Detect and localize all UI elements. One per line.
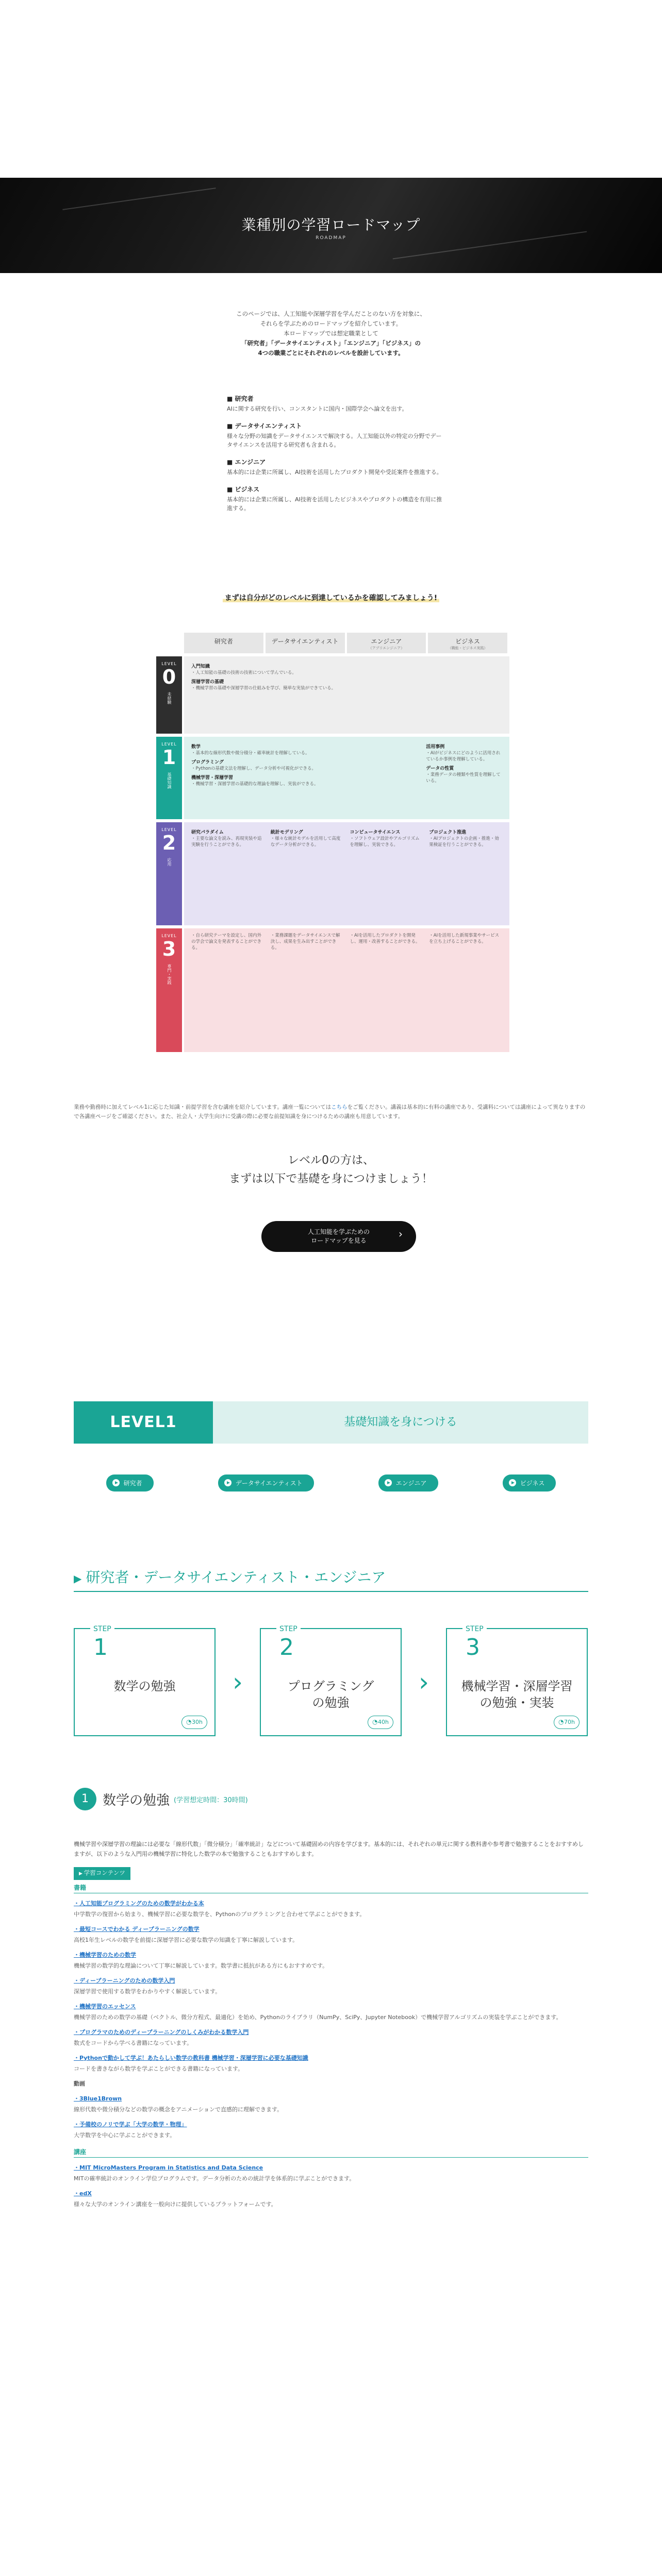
hero-banner [0,178,662,273]
math-intro: 機械学習や深層学習の理論には必要な「線形代数」「微分積分」「確率統計」などについて基礎固めの内容を学びます。基本的には、それぞれの単元に関する教科書や参考書で勉強することをおすすめしますが、以下のような入門用の機械学習に特化した数学の本で勉強することもおすすめします。 [74,1841,584,1857]
profile-desc: AIに関する研究を行い、コンスタントに国内・国際学会へ論文を出す。 [227,405,408,412]
profile-researcher [227,394,443,413]
page-subtitle: ROADMAP [316,235,346,241]
books-label: 書籍 [74,1883,588,1893]
profile-title: ■ エンジニア [227,457,443,466]
section-heading: ▶ 研究者・データサイエンティスト・エンジニア [74,1566,588,1592]
profile-title: ■ データサイエンティスト [227,421,443,430]
chevron-right-icon: › [233,1667,243,1697]
profile-data-scientist [227,421,443,449]
col-header-researcher: 研究者 [184,633,263,653]
profile-title: ■ ビジネス [227,485,443,494]
level1-banner [74,1401,588,1444]
profile-title: ■ 研究者 [227,394,443,403]
col-header-data-scientist: データサイエンティスト [266,633,345,653]
level-row-body: 研究パラダイム ・主要な論文を読み、再現実装や追実験を行うことができる。 統計モデリング ・様々な統計モデルを活用して高度なデータ分析ができる。 コンピュータサイエンス ・ソフトウェア設計やアルゴリズムを理解し、実装できる。 プロジェクト推進 ・AIプロジェクトの企画・推進・効果検証を行うことができる。 [184,822,509,925]
profile-desc: 様々な分野の知識をデータサイエンスで解決する。人工知能以外の特定の分野でデータサイエンスを活用する研究者も含まれる。 [227,433,442,448]
video-link[interactable]: ・ 予備校のノリで学ぶ「大学の数学・物理」 [74,2120,588,2129]
course-note: 業務や勤務時に加えてレベル1に応じた知識・前提学習を含む講座を紹介しています。講座一覧についてはこちらをご覧ください。講義は基本的に有料の講座であり、受講料については講座によって異なりますので各講座ページをご確認ください。また、社会人・大学生向けに受講の際に必要な前提知識を身につけるための講座も用意しています。 [74,1104,586,1120]
level-check-text: まずは自分がどのレベルに到達しているかを確認してみましょう! [223,594,439,602]
step-flow [74,1625,588,1736]
level-table-header [184,633,509,653]
role-definitions [227,394,443,521]
course-link[interactable]: ・ edX [74,2189,588,2198]
book-link[interactable]: ・ 機械学習のための数学 [74,1950,588,1960]
col-header-engineer: エンジニア （アプリエンジニア） [347,633,426,653]
level-row-2 [156,822,509,925]
profile-desc: 基本的には企業に所属し、AI技術を活用したプロダクト開発や受託案件を推進する。 [227,469,442,476]
math-heading: 1 数学の勉強 (学習想定時間：30時間) [74,1788,588,1810]
intro-line: 本ロードマップでは想定職業として [284,330,378,337]
intro-levels: 4つの職業ごとにそれぞれのレベルを設計しています。 [258,349,404,357]
clock-icon: ◔ 70h [554,1716,580,1729]
profile-business [227,485,443,513]
book-link[interactable]: ・ ディープラーニングのための数学入門 [74,1976,588,1986]
anchor-researcher[interactable]: 研究者 [106,1475,154,1492]
videos-label: 動画 [74,2080,85,2087]
level-row-0 [156,656,509,734]
level-row-body: 入門知識 ・人工知能の基礎の技術の技術について学んでいる。 深層学習の基礎 ・機械学習の基礎や深層学習の仕組みを学び、簡単な実装ができている。 [184,656,509,734]
level-badge: LEVEL 3 専門・実践 [156,928,182,1052]
clock-icon: ◔ 40h [368,1716,393,1729]
book-link[interactable]: ・ 人工知能プログラミングのための数学がわかる本 [74,1899,588,1908]
math-body: 機械学習や深層学習の理論には必要な「線形代数」「微分積分」「確率統計」などについて基礎固めの内容を学びます。基本的には、それぞれの単元に関する教科書や参考書で勉強することをおすすめしますが、以下のような入門用の機械学習に特化した数学の本で勉強することもおすすめします。 ▶ 学習コンテンツ 書籍 ・ 人工知能プログラミングのための数学がわかる本 中学数学の復習から始まり、機械学習に必要な数学を、Pythonのプログラミングと合わせて学ぶことができます。 ・ 最短コースでわかる ディープラーニングの数学 高校1年生レベルの数学を前提に深層学習に必要な数学の知識を丁寧に解説しています。 ・ 機械学習のための数学 機械学習の数学的な理論について丁寧に解説しています。数学書に抵抗がある方にもおすすめです。 ・ ディープラーニングのための数学入門 深層学習で使用する数学をわかりやすく解説しています。 ・ 機械学習のエッセンス 機械学習のための数学の基礎（ベクトル、微分方程式、最適化）を始め、Pythonのライブラリ（NumPy、SciPy、Jupyter Notebook）で機械学習アルゴリズムの実装を学ぶことができます。 ・ プログラマのためのディープラーニングのしくみがわかる数学入門 数式をコードから学べる書籍になっています。 ・ Pythonで動かして学ぶ！あたらしい数学の教科書 機械学習・深層学習に必要な基礎知識 コードを書きながら数学を学ぶことができる書籍になっています。 動画 ・ 3Blue1Brown 線形代数や微分積分などの数学の概念をアニメーションで直感的に理解できます。 ・ 予備校のノリで学ぶ「大学の数学・物理」 大学数学を中心に学ぶことができます。 講座 ・ MIT MicroMasters Program in Statistics and Data Science MITの確率統計のオンライン学位プログラムです。データ分析のための統計学を体系的に学ぶことができます。 ・ edX 様々な大学のオンライン講座を一般向けに提供しているプラットフォームです。 [74,1839,588,2209]
content-chip: ▶ 学習コンテンツ [74,1867,130,1880]
book-link[interactable]: ・ 機械学習のエッセンス [74,2002,588,2011]
level1-label: LEVEL1 [74,1401,213,1444]
page-title: 業種別の学習ロードマップ [241,216,421,233]
anchor-data-scientist[interactable]: データサイエンティスト [218,1475,314,1492]
chevron-right-icon: › [419,1667,429,1697]
profile-desc: 基本的には企業に所属し、AI技術を活用したビジネスやプロダクトの構造を有用に推進する。 [227,496,442,512]
courses-label: 講座 [74,2147,588,2158]
level-row-3 [156,928,509,1052]
step-card-1: STEP 1 数学の勉強 ◔ 30h [74,1628,216,1736]
role-anchor-links [74,1475,588,1492]
anchor-business[interactable]: ビジネス [503,1475,556,1492]
intro-roles: 「研究者」「データサイエンティスト」「エンジニア」「ビジネス」の [241,340,421,347]
anchor-engineer[interactable]: エンジニア [378,1475,438,1492]
step-card-3: STEP 3 機械学習・深層学習の勉強・実装 ◔ 70h [446,1628,588,1736]
intro-line: このページでは、人工知能や深層学習を学んだことのない方を対象に、 [236,310,426,317]
level1-title: 基礎知識を身につける [213,1401,588,1444]
level-badge: LEVEL 0 未経験 [156,656,182,734]
level-row-1 [156,737,509,819]
level0-prompt: レベル0の方は、 まずは以下で基礎を身につけましょう！ [229,1154,433,1185]
level-badge: LEVEL 2 応用 [156,822,182,925]
intro-line: それらを学ぶためのロードマップを紹介しています。 [260,320,402,327]
roadmap-button[interactable]: 人工知能を学ぶための ロードマップを見る › [261,1221,416,1252]
course-list-link[interactable]: こちら [331,1104,347,1110]
level-check-heading [0,592,662,603]
clock-icon: ◔ 30h [181,1716,207,1729]
level-table [156,633,509,1052]
level-badge: LEVEL 1 基礎知識 [156,737,182,819]
profile-engineer [227,457,443,477]
course-link[interactable]: ・ MIT MicroMasters Program in Statistics and Data Science [74,2163,588,2173]
book-link[interactable]: ・ 最短コースでわかる ディープラーニングの数学 [74,1924,588,1934]
level-row-body: ・自ら研究テーマを設定し、国内外の学会で論文を発表することができる。 ・業務課題をデータサイエンスで解決し、成果を生み出すことができる。 ・AIを活用したプロダクトを開発し、運用・改善することができる。 ・AIを活用した新規事業やサービスを立ち上げることができる。 [184,928,509,1052]
level-row-body: 数学 ・基本的な線形代数や微分積分・確率統計を理解している。 プログラミング ・Pythonの基礎文法を理解し、データ分析や可視化ができる。 機械学習・深層学習 ・機械学習・深層学習の基礎的な理論を理解し、実装ができる。 活用事例 ・AIがビジネスにどのように活用されているか事例を理解している。 データの性質 ・業務データの種類や性質を理解している。 [184,737,509,819]
decor-streak [62,188,216,210]
book-link[interactable]: ・ Pythonで動かして学ぶ！あたらしい数学の教科書 機械学習・深層学習に必要な基礎知識 [74,2053,588,2063]
video-link[interactable]: ・ 3Blue1Brown [74,2094,588,2104]
book-link[interactable]: ・ プログラマのためのディープラーニングのしくみがわかる数学入門 [74,2027,588,2037]
intro-text [196,309,466,358]
col-header-business: ビジネス （職能・ビジネス実践） [428,633,507,653]
step-card-2: STEP 2 プログラミングの勉強 ◔ 40h [260,1628,402,1736]
